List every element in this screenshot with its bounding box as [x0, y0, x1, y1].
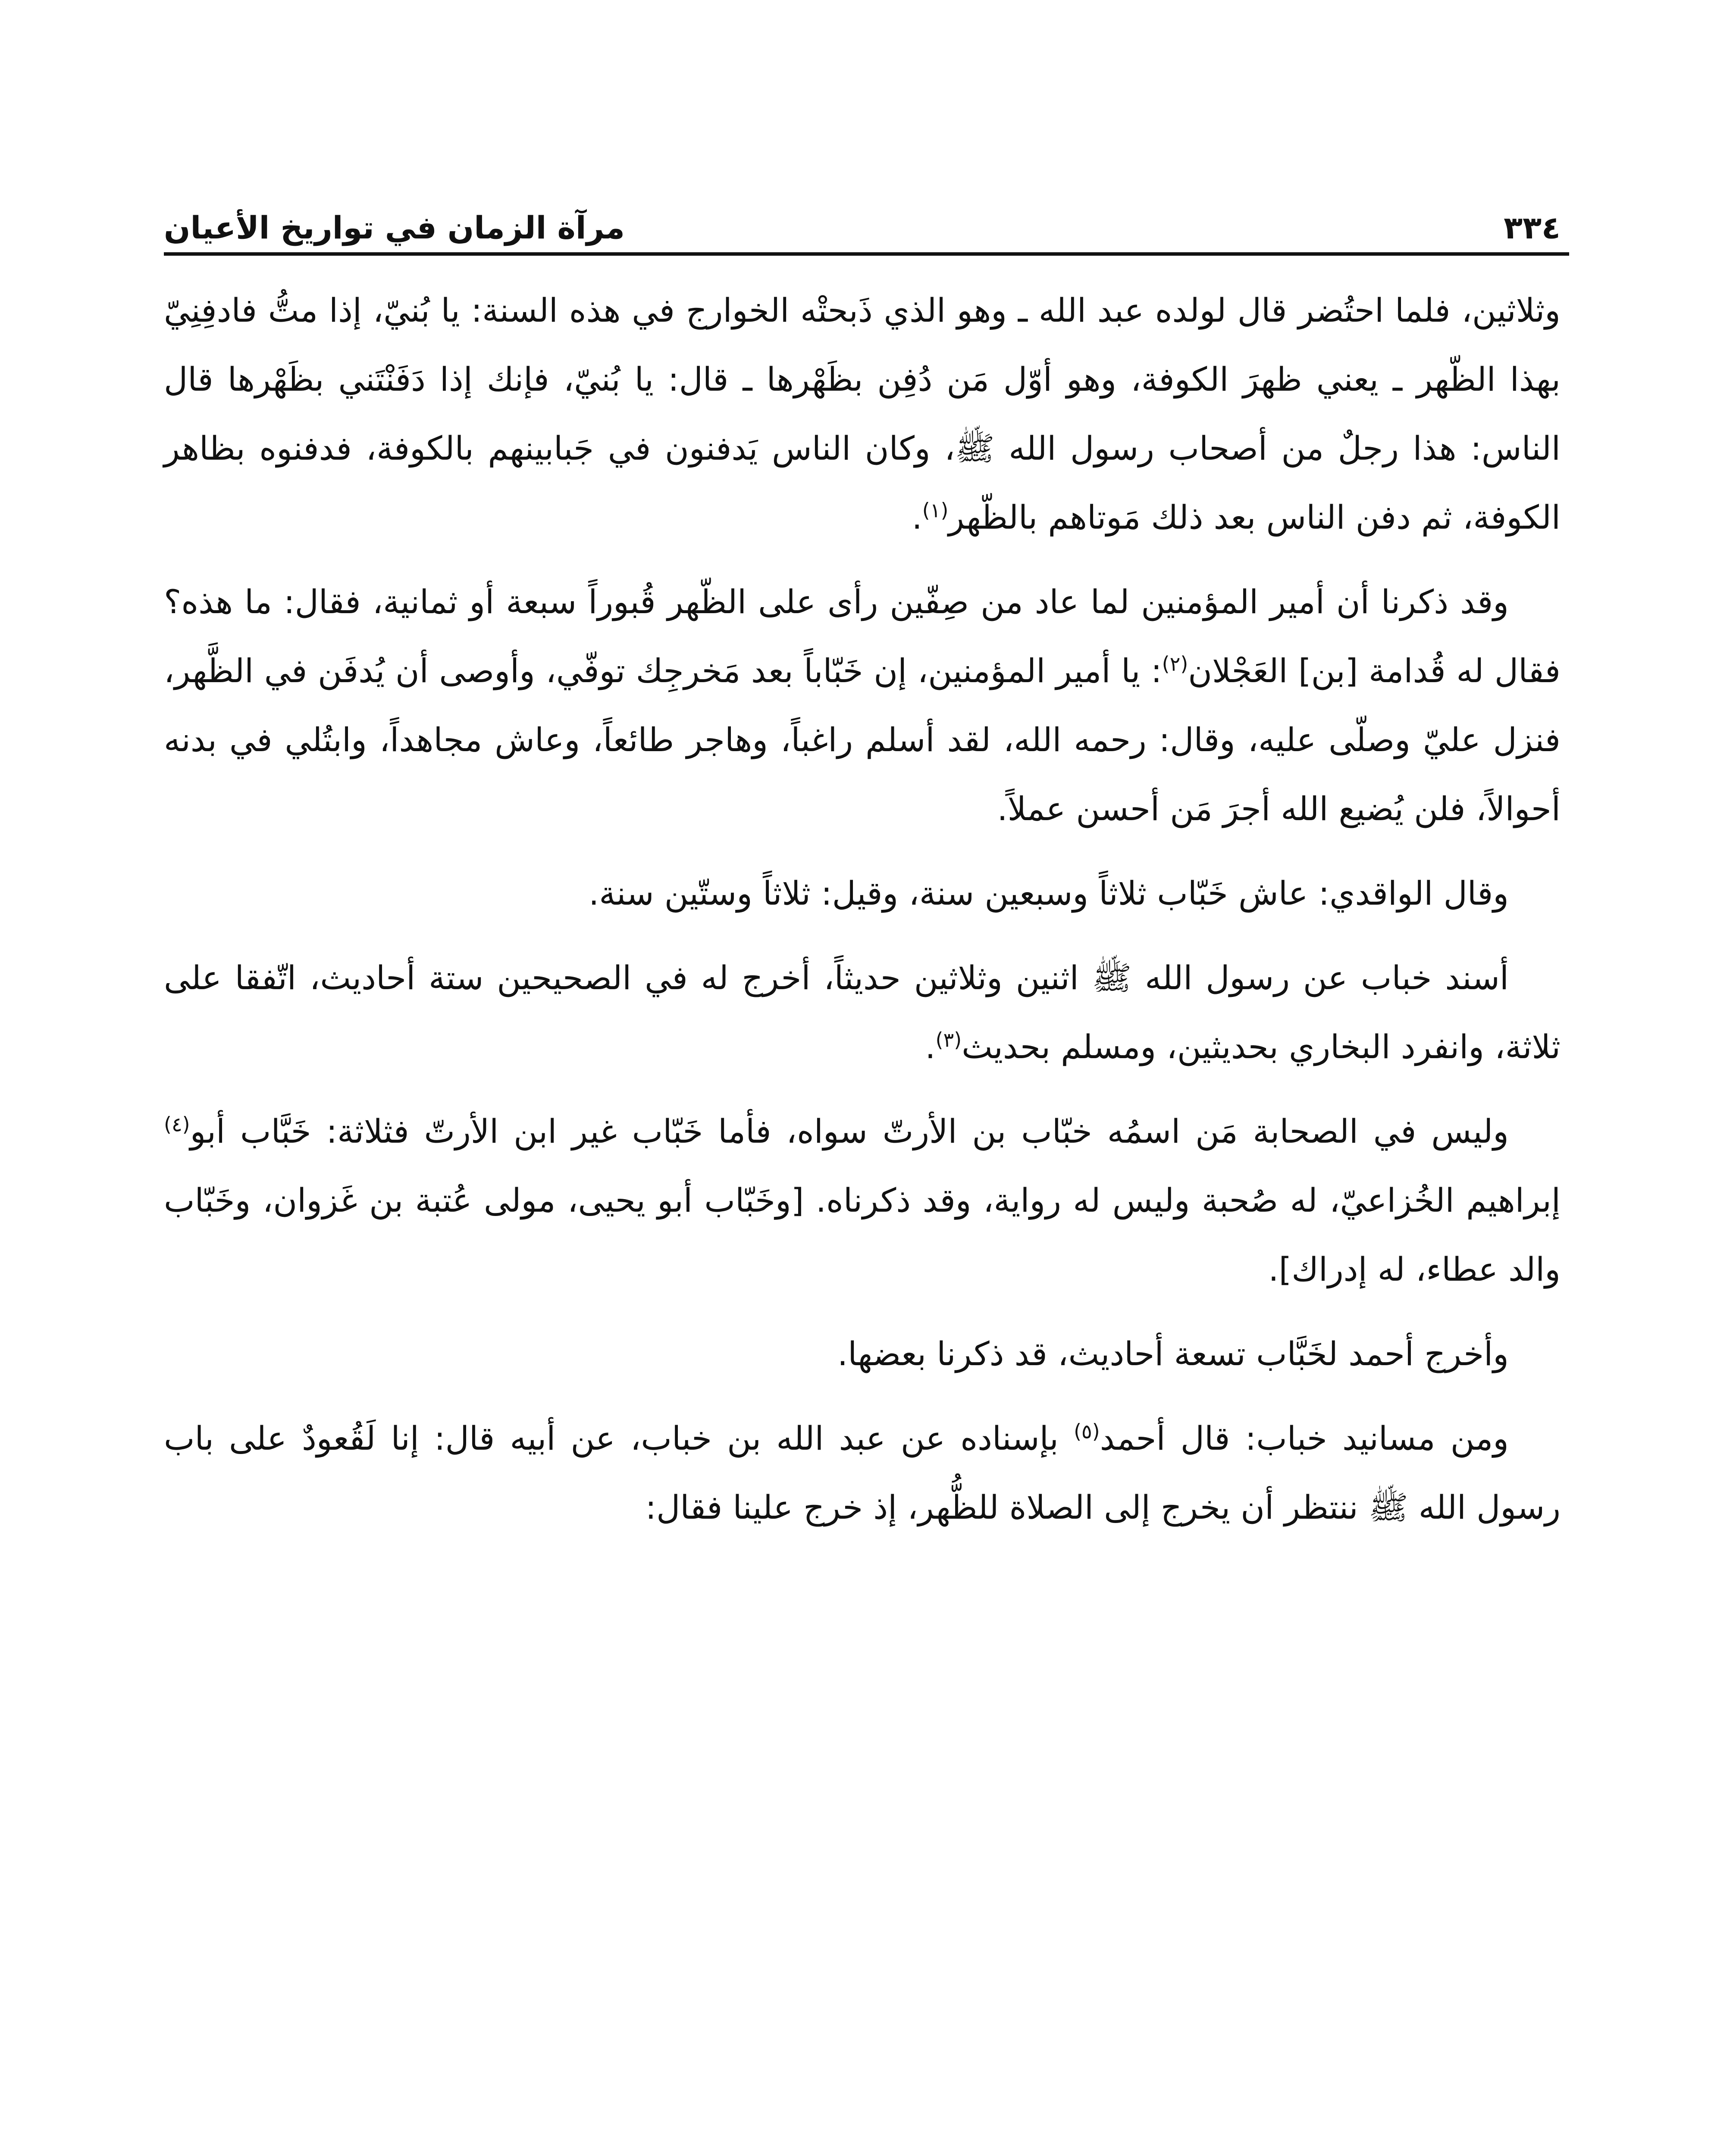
footnote-mark: (١) — [922, 498, 949, 522]
footnote-mark: (٤) — [164, 1112, 190, 1136]
page-number: ٣٣٤ — [1504, 210, 1561, 246]
paragraph-text: وليس في الصحابة مَن اسمُه خبّاب بن الأرتّ سواه، فأما خَبّاب غير ابن الأرتّ فثلاثة: خَبَّاب أبو — [190, 1112, 1509, 1150]
paragraph-text: : يا أمير المؤمنين، إن خَبّاباً بعد مَخرجِك توفّي، وأوصى أن يُدفَن في الظَّهر، فنزل عليّ وصلّى عليه، وقال: رحمه الله، لقد أسلم راغباً، وهاجر طائعاً، وعاش مجاهداً، وابتُلي في بدنه أحوالاً، فلن يُضيع الله أجرَ مَن أحسن عملاً. — [164, 652, 1561, 828]
header-rule — [164, 252, 1569, 256]
footnote-mark: (٥) — [1074, 1420, 1100, 1443]
paragraph-text: بإسناده عن عبد الله بن خباب، عن أبيه قال: إنا لَقُعودٌ على باب رسول الله ﷺ ننتظر أن يخرج إلى الصلاة للظُّهر، إذ خرج علينا فقال: — [164, 1419, 1561, 1526]
paragraph-text: . — [925, 1028, 936, 1066]
paragraph — [164, 859, 1561, 928]
running-title: مرآة الزمان في تواريخ الأعيان — [164, 210, 625, 246]
paragraph-text: وقد ذكرنا أن أمير المؤمنين لما عاد من صِفّين رأى على الظّهر قُبوراً سبعة أو ثمانية، فقال: ما هذه؟ فقال له قُدامة [بن] العَجْلان — [164, 583, 1561, 690]
footnote-mark: (٢) — [1162, 652, 1188, 676]
paragraph — [164, 1404, 1561, 1542]
paragraph-text: وقال الواقدي: عاش خَبّاب ثلاثاً وسبعين سنة، وقيل: ثلاثاً وستّين سنة. — [589, 874, 1509, 912]
main-text — [164, 276, 1561, 1557]
paragraph-text: . — [912, 498, 922, 536]
page-header — [164, 181, 1561, 246]
paragraph — [164, 567, 1561, 843]
paragraph-text: وأخرج أحمد لخَبَّاب تسعة أحاديث، قد ذكرنا بعضها. — [837, 1335, 1509, 1373]
paragraph — [164, 943, 1561, 1081]
paragraph-text: إبراهيم الخُزاعيّ، له صُحبة وليس له رواية، وقد ذكرناه. [وخَبّاب أبو يحيى، مولى عُتبة بن غَزوان، وخَبّاب والد عطاء، له إدراك]. — [164, 1181, 1561, 1288]
paragraph-text: وثلاثين، فلما احتُضر قال لولده عبد الله ـ وهو الذي ذَبحتْه الخوارج في هذه السنة: يا بُنيّ، إذا متُّ فادفِنِيّ بهذا الظّهر ـ يعني ظهرَ الكوفة، وهو أوّل مَن دُفِن بظَهْرها ـ قال: يا بُنيّ، فإنك إذا دَفَنْتَني بظَهْرها قال الناس: هذا رجلٌ من أصحاب رسول الله ﷺ، وكان الناس يَدفنون في جَبابينهم بالكوفة، فدفنوه بظاهر الكوفة، ثم دفن الناس بعد ذلك مَوتاهم بالظّهر — [164, 291, 1561, 536]
paragraph — [164, 276, 1561, 552]
paragraph — [164, 1097, 1561, 1304]
paragraph — [164, 1319, 1561, 1388]
paragraph-text: أسند خباب عن رسول الله ﷺ اثنين وثلاثين حديثاً، أخرج له في الصحيحين ستة أحاديث، اتّفقا على ثلاثة، وانفرد البخاري بحديثين، ومسلم بحديث — [164, 959, 1561, 1066]
paragraph-text: ومن مسانيد خباب: قال أحمد — [1100, 1419, 1509, 1457]
footnote-mark: (٣) — [935, 1028, 962, 1052]
